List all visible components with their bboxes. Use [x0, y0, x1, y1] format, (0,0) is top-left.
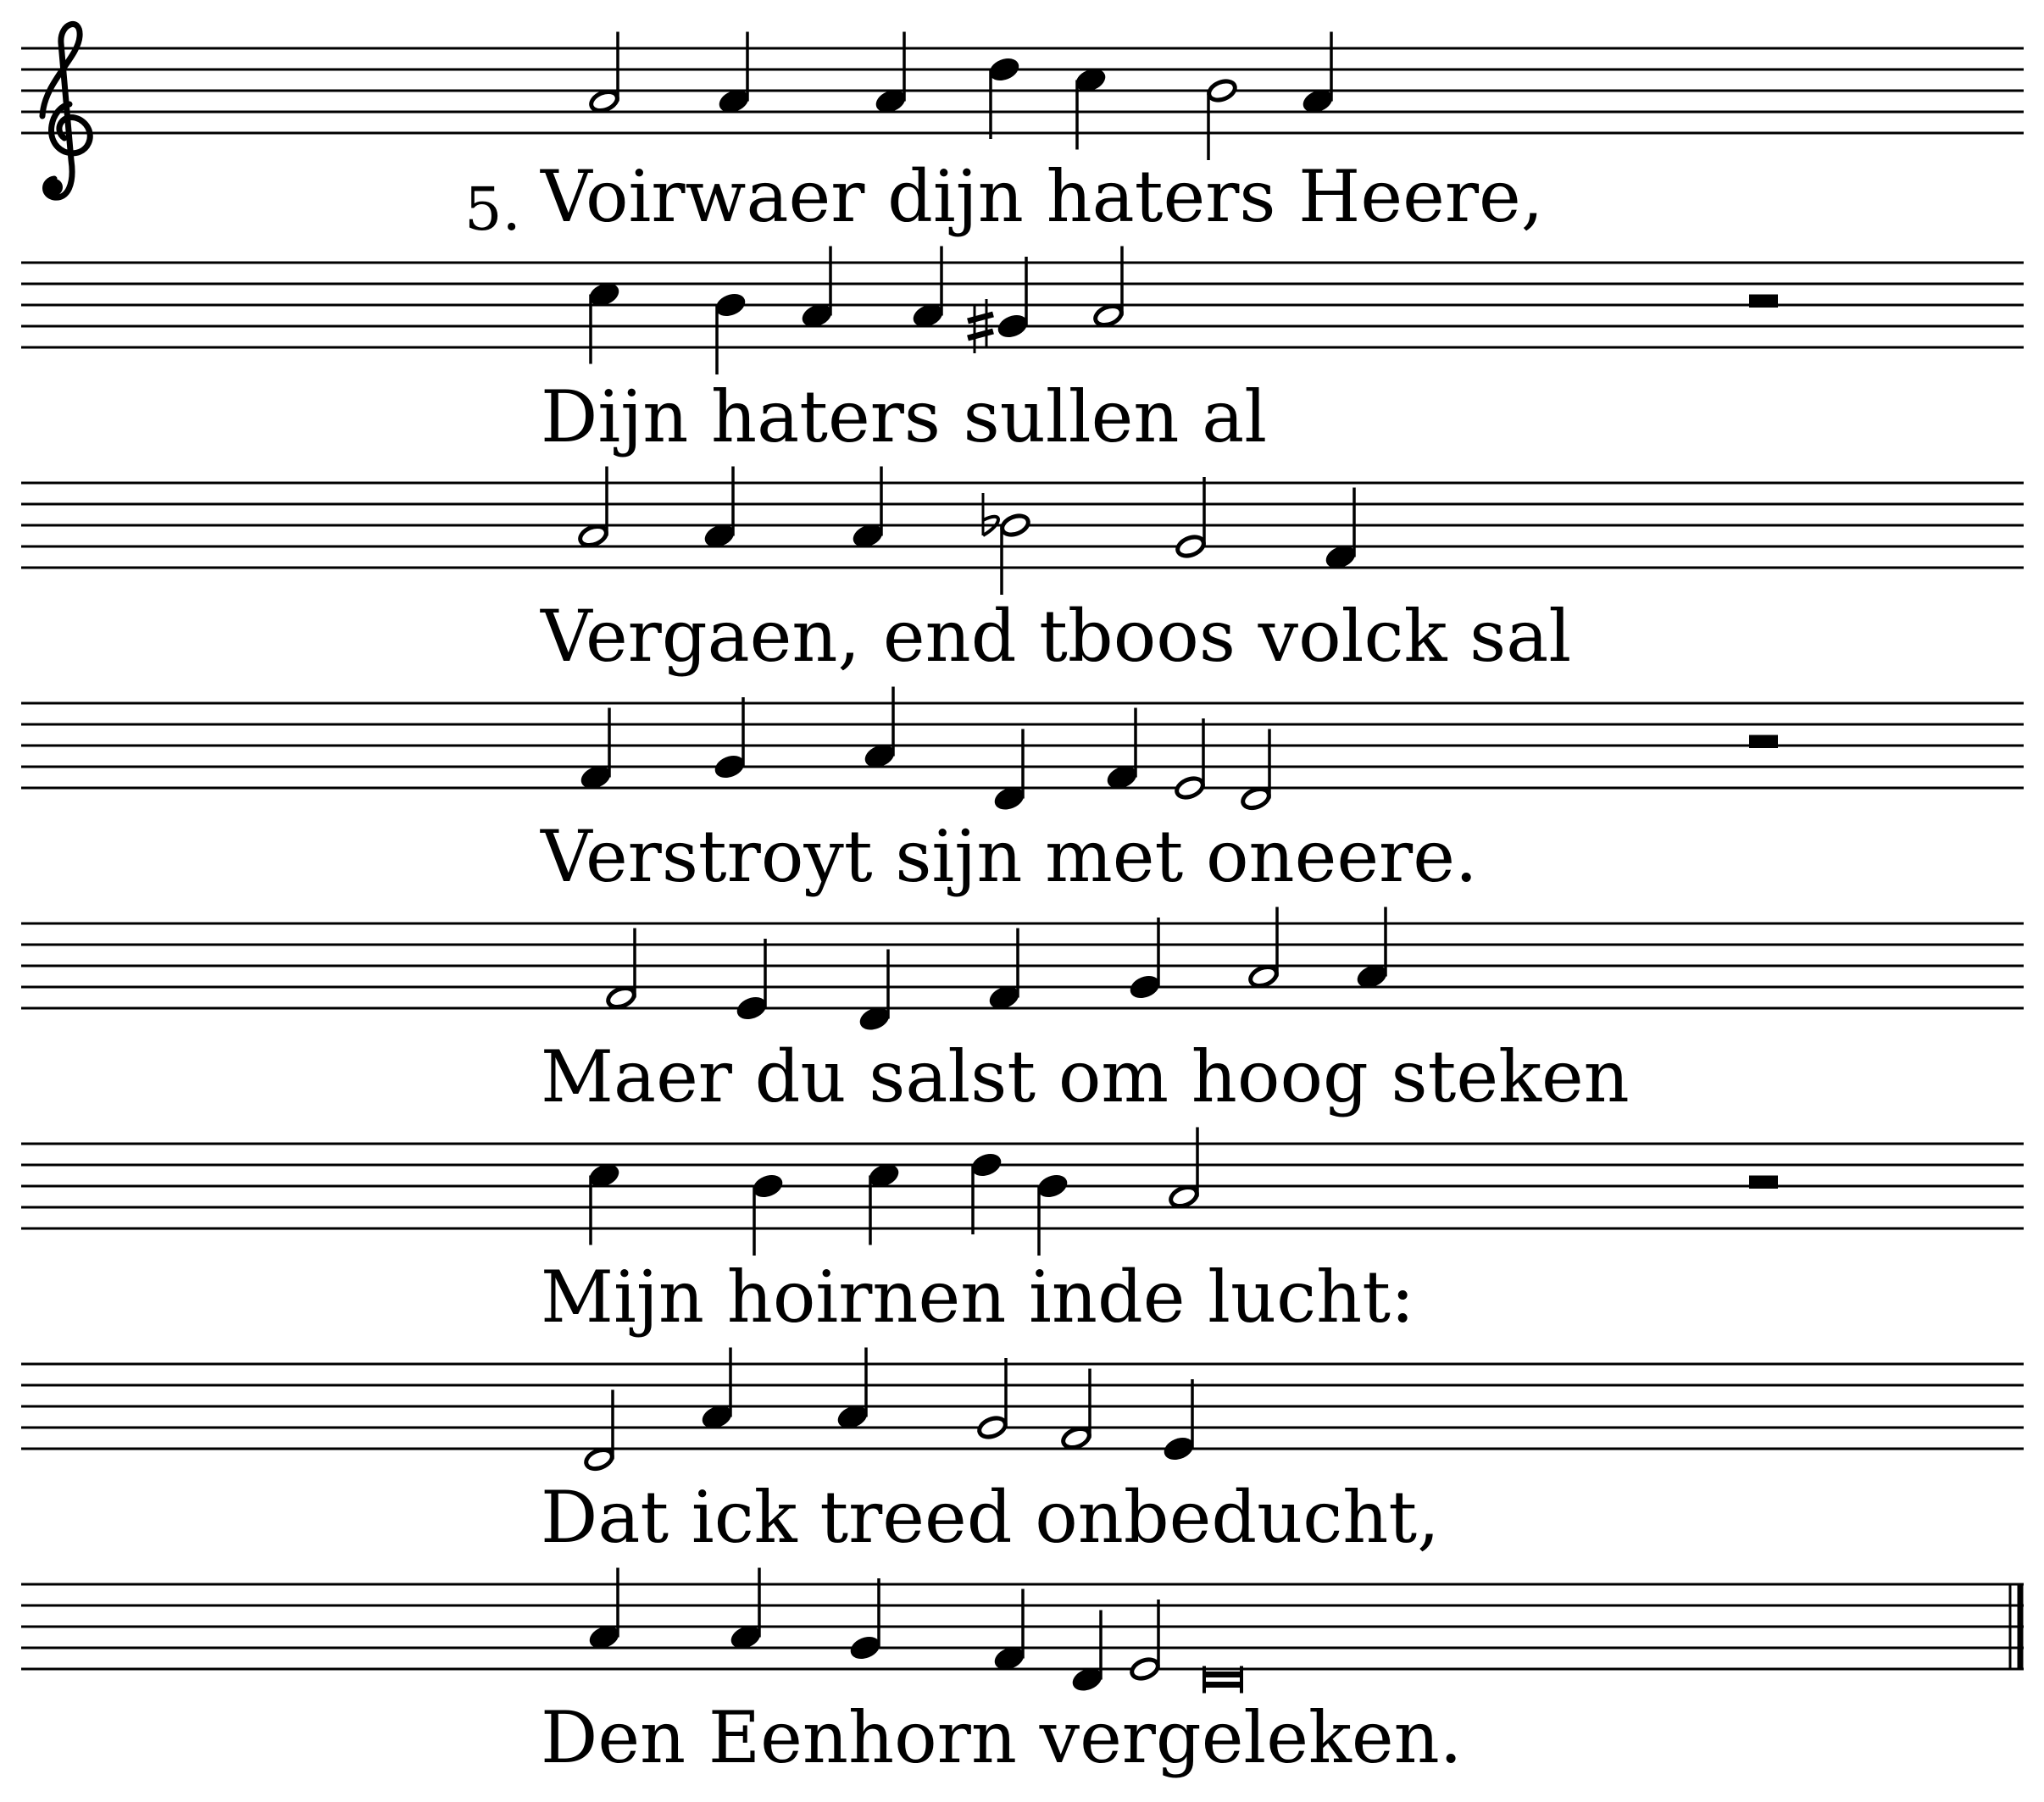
- half-note: [983, 493, 1031, 595]
- staff-lines: [21, 263, 2024, 347]
- half-note: [1168, 1128, 1199, 1210]
- quarter-note: [1161, 1379, 1197, 1464]
- staff-lines: [21, 1144, 2024, 1228]
- flat-icon: [983, 493, 998, 535]
- half-note: [1092, 247, 1124, 329]
- quarter-note: [857, 950, 892, 1034]
- lyric-line-2: Dijn haters sullen al: [541, 375, 1268, 458]
- half-note: [1206, 78, 1237, 160]
- lyric-line-6: Mijn hoirnen inde lucht:: [541, 1256, 1415, 1339]
- quarter-note: [713, 290, 748, 374]
- quarter-note: [799, 247, 835, 331]
- quarter-note: [1035, 1171, 1070, 1256]
- quarter-note: [1354, 907, 1390, 992]
- half-note: [1175, 477, 1206, 559]
- quarter-note: [716, 32, 752, 117]
- half-note: [583, 1390, 614, 1472]
- quarter-note: [847, 1578, 883, 1663]
- half-rest-icon: [1749, 735, 1778, 749]
- quarter-note: [750, 1171, 786, 1256]
- staff-system: [21, 247, 2024, 375]
- half-note: [1174, 718, 1205, 801]
- half-note: [588, 32, 619, 114]
- quarter-note: [986, 54, 1022, 139]
- quarter-note: [862, 687, 897, 772]
- quarter-note: [699, 1348, 735, 1433]
- staff-lines: [21, 1364, 2024, 1449]
- half-note: [1240, 729, 1271, 812]
- quarter-note: [991, 1589, 1027, 1674]
- quarter-note: [586, 1568, 622, 1653]
- quarter-note: [1300, 32, 1336, 117]
- lyric-line-1: Voirwaer dijn haters Heere,: [541, 155, 1544, 238]
- lyric-line-3: Vergaen, end tboos volck sal: [541, 595, 1572, 678]
- staff-system: [21, 907, 2024, 1034]
- lyric-line-7: Dat ick treed onbeducht,: [541, 1476, 1440, 1559]
- staff-system: [21, 1568, 2024, 1695]
- quarter-note: [712, 697, 747, 782]
- lyric-line-5: Maer du salst om hoog steken: [541, 1035, 1630, 1118]
- staff-system: [21, 467, 2024, 596]
- half-note: [577, 467, 608, 549]
- verse-number: 5.: [464, 175, 521, 244]
- quarter-note: [702, 467, 737, 552]
- staff-lines: [21, 923, 2024, 1008]
- staff-system: [21, 1348, 2024, 1472]
- quarter-note: [1073, 65, 1108, 150]
- quarter-note: [835, 1348, 870, 1433]
- half-note: [1247, 907, 1279, 990]
- quarter-note: [1127, 918, 1163, 1002]
- quarter-note: [734, 939, 769, 1023]
- half-note: [605, 929, 636, 1011]
- staff-lines: [21, 48, 2024, 133]
- lyric-line-4: Verstroyt sijn met oneere.: [541, 815, 1478, 898]
- staff-system: [21, 687, 2024, 814]
- quarter-note: [991, 729, 1027, 814]
- half-rest-icon: [1749, 295, 1778, 308]
- quarter-note: [586, 1161, 622, 1245]
- quarter-note: [866, 1161, 902, 1245]
- half-note: [1060, 1369, 1091, 1451]
- half-rest-icon: [1749, 1176, 1778, 1189]
- quarter-note: [873, 32, 908, 117]
- quarter-note: [910, 247, 946, 331]
- quarter-note: [586, 280, 622, 364]
- quarter-note: [578, 708, 614, 793]
- quarter-note: [969, 1150, 1004, 1234]
- quarter-note: [1069, 1611, 1105, 1695]
- quarter-note: [1104, 708, 1140, 793]
- quarter-note: [986, 929, 1022, 1013]
- quarter-note: [850, 467, 886, 552]
- lyric-line-8: Den Eenhorn vergeleken.: [541, 1696, 1463, 1779]
- quarter-note: [1323, 488, 1358, 573]
- half-note: [1129, 1600, 1160, 1682]
- quarter-note: [728, 1568, 764, 1653]
- staff-system: [21, 1128, 2024, 1256]
- half-note: [976, 1358, 1008, 1440]
